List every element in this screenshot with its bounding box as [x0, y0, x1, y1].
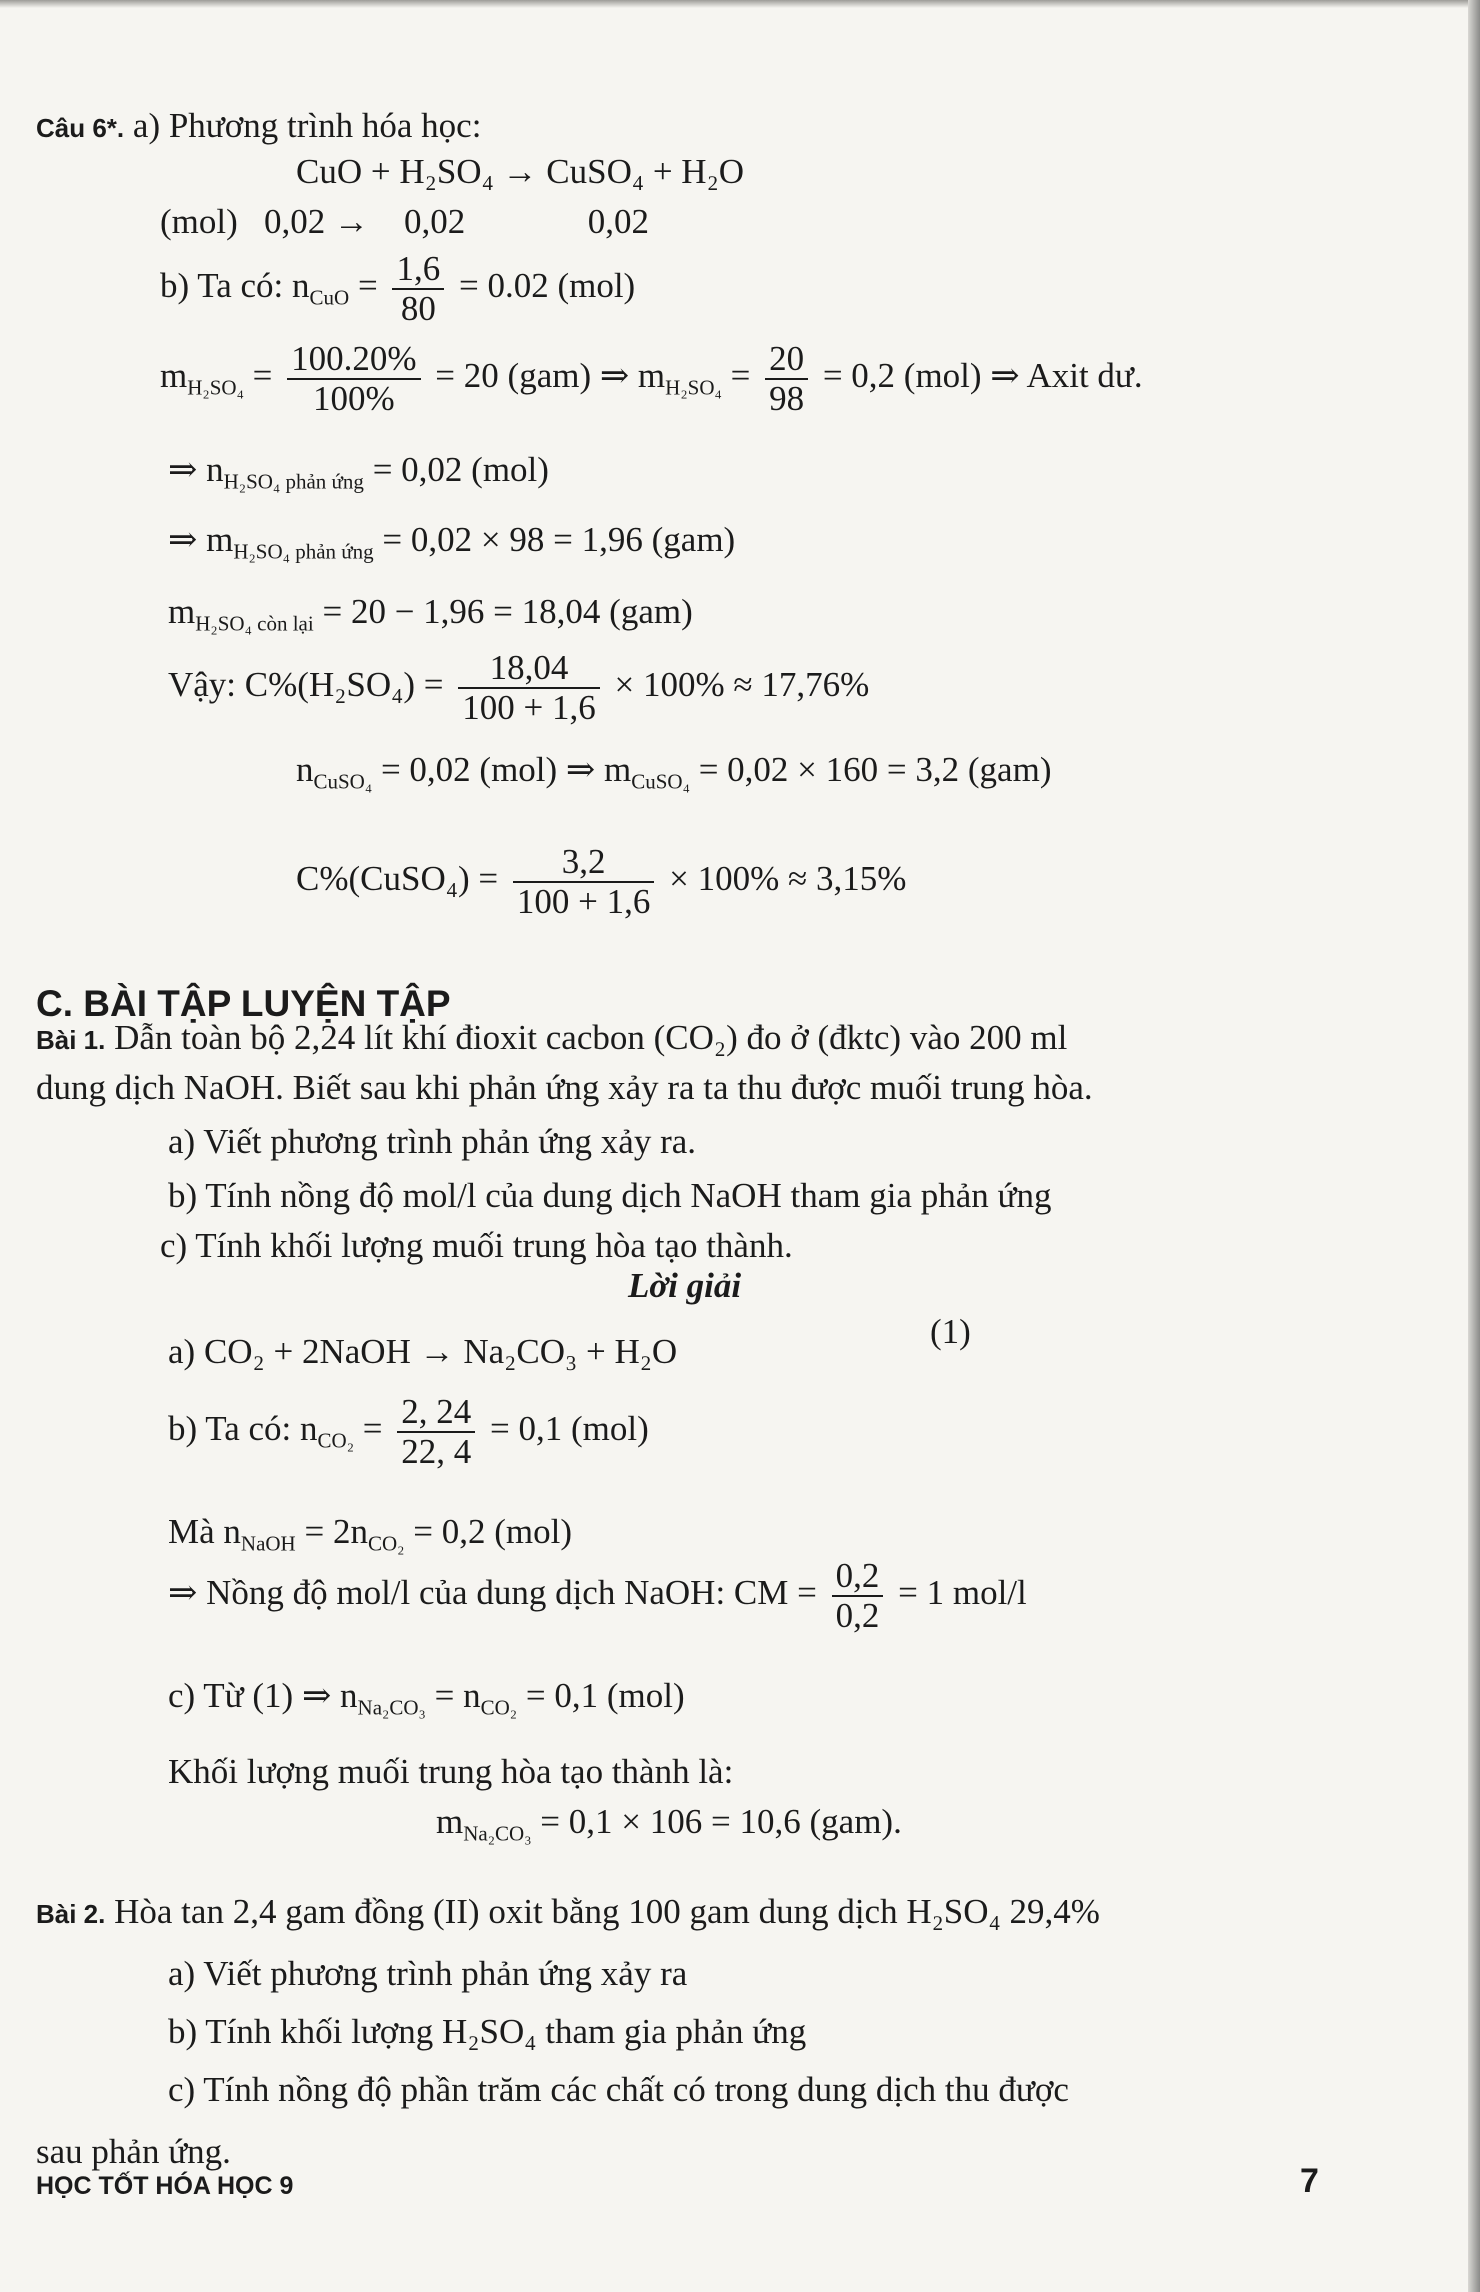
footer-book-title: HỌC TỐT HÓA HỌC 9	[36, 2172, 294, 2200]
bai1-c-tail: = 0,1 (mol)	[525, 1676, 685, 1715]
q6-react-n-line	[168, 448, 549, 503]
q6-ncuso4-mid-sub: CuSO₄	[631, 769, 690, 794]
bai1-c-mid: = n	[434, 1676, 481, 1715]
bai2-a: a) Viết phương trình phản ứng xảy ra	[168, 1954, 688, 1993]
q6-left-line	[168, 590, 693, 645]
q6-m-eq: =	[252, 356, 273, 395]
bai1-nongdo-den: 0,2	[832, 1595, 884, 1635]
q6-vay-den: 100 + 1,6	[458, 687, 600, 727]
bai1-nongdo-line	[168, 1552, 1027, 1635]
q6-left-sub: H₂SO₄ còn lại	[195, 611, 314, 636]
bai1-ma-sub: NaOH	[240, 1531, 296, 1556]
q6-m-tail1-sub: H₂SO₄	[665, 375, 722, 400]
bai2-line1	[36, 1890, 1100, 1936]
bai1-sol-a: a) CO₂ + 2NaOH → Na₂CO₃ + H₂O	[168, 1332, 678, 1371]
scan-edge-right	[1468, 0, 1480, 2292]
q6-ccuso4-tail: × 100% ≈ 3,15%	[669, 859, 907, 898]
bai1-nongdo-pre: ⇒ Nồng độ mol/l của dung dịch NaOH: CM =	[168, 1573, 817, 1612]
q6-vay-line	[168, 644, 869, 727]
bai1-m-line	[436, 1800, 902, 1855]
bai1-c-sub: Na₂CO₃	[357, 1695, 426, 1720]
bai1-label: Bài 1.	[36, 1025, 106, 1055]
bai1-ma-mid-sub: CO₂	[367, 1531, 405, 1556]
bai1-nongdo-num: 0,2	[835, 1555, 880, 1595]
bai1-kl-line: Khối lượng muối trung hòa tạo thành là:	[168, 1752, 734, 1791]
q6-b-tail: = 0.02 (mol)	[458, 266, 636, 305]
bai1-line2: dung dịch NaOH. Biết sau khi phản ứng xảy ra ta thu được muối trung hòa.	[36, 1068, 1093, 1107]
q6-m-fraction	[287, 340, 420, 418]
q6-m2-num: 20	[769, 338, 805, 378]
q6-m-num: 100.20%	[291, 338, 417, 378]
q6-b-fraction	[392, 250, 444, 328]
q6-ncuso4-mid: = 0,02 (mol) ⇒ m	[380, 750, 632, 789]
q6-m-pre: m	[160, 356, 188, 395]
q6-react-m-tail: = 0,02 × 98 = 1,96 (gam)	[382, 520, 736, 559]
bai1-b: b) Tính nồng độ mol/l của dung dịch NaOH tham gia phản ứng	[168, 1176, 1052, 1215]
bai1-line1	[36, 1016, 1067, 1062]
q6-a-line	[36, 104, 481, 150]
q6-m-tail2: = 0,2 (mol) ⇒ Axit dư.	[822, 356, 1143, 395]
bai1-c: c) Tính khối lượng muối trung hòa tạo thành.	[160, 1226, 793, 1265]
q6-b-sub: CuO	[309, 285, 350, 310]
q6-react-n-pre: ⇒ n	[168, 450, 224, 489]
bai1-m-sub: Na₂CO₃	[463, 1821, 532, 1846]
bai1-line1-text: Dẫn toàn bộ 2,24 lít khí đioxit cacbon (CO₂) đo ở (đktc) vào 200 ml	[114, 1018, 1068, 1057]
q6-label: Câu 6*.	[36, 113, 125, 143]
bai2-c2: sau phản ứng.	[36, 2132, 231, 2171]
bai1-c-sol-line	[168, 1674, 685, 1729]
q6-m2-den: 98	[765, 378, 808, 418]
page-number: 7	[1300, 2162, 1319, 2200]
q6-vay-fraction	[458, 649, 600, 727]
q6-vay-num: 18,04	[489, 647, 569, 687]
q6-b-eq: =	[357, 266, 378, 305]
q6-b-num: 1,6	[396, 248, 441, 288]
bai1-sol-b-fraction	[397, 1393, 475, 1471]
q6-react-m-pre: ⇒ m	[168, 520, 234, 559]
q6-ccuso4-line	[296, 838, 906, 921]
bai1-m-tail: = 0,1 × 106 = 10,6 (gam).	[540, 1802, 902, 1841]
bai1-sol-a-number: (1)	[930, 1312, 971, 1351]
bai1-sol-b-tail: = 0,1 (mol)	[490, 1409, 649, 1448]
q6-ncuso4-tail: = 0,02 × 160 = 3,2 (gam)	[698, 750, 1052, 789]
q6-m-sub: H₂SO₄	[187, 375, 244, 400]
q6-react-m-line	[168, 518, 735, 573]
bai1-sol-b-num: 2, 24	[401, 1391, 472, 1431]
bai1-ma-mid: = 2n	[304, 1512, 368, 1551]
bai2-c: c) Tính nồng độ phần trăm các chất có trong dung dịch thu được	[168, 2070, 1069, 2109]
bai1-c-pre: c) Từ (1) ⇒ n	[168, 1676, 358, 1715]
q6-ncuso4-line	[296, 748, 1051, 803]
q6-react-n-sub: H₂SO₄ phản ứng	[223, 469, 364, 494]
q6-mol-row: (mol) 0,02 → 0,02 0,02	[160, 202, 650, 241]
bai1-nongdo-tail: = 1 mol/l	[898, 1573, 1027, 1612]
q6-react-n-tail: = 0,02 (mol)	[372, 450, 549, 489]
q6-ccuso4-fraction	[513, 843, 655, 921]
q6-m-den: 100%	[287, 378, 420, 418]
q6-ccuso4-den: 100 + 1,6	[513, 881, 655, 921]
q6-m-tail2-eq: =	[730, 356, 751, 395]
bai1-sol-b-line	[168, 1388, 649, 1481]
q6-b-den: 80	[392, 288, 444, 328]
q6-react-m-sub: H₂SO₄ phản ứng	[233, 539, 374, 564]
bai2-line1-text: Hòa tan 2,4 gam đồng (II) oxit bằng 100 gam dung dịch H₂SO₄ 29,4%	[114, 1892, 1100, 1931]
bai1-ma-tail: = 0,2 (mol)	[413, 1512, 572, 1551]
q6-left-tail: = 20 − 1,96 = 18,04 (gam)	[322, 592, 693, 631]
q6-vay-pre: Vậy: C%(H₂SO₄) =	[168, 665, 444, 704]
q6-a-title: a) Phương trình hóa học:	[132, 106, 482, 145]
bai2-b: b) Tính khối lượng H₂SO₄ tham gia phản ứng	[168, 2012, 807, 2051]
q6-ccuso4-num: 3,2	[561, 841, 606, 881]
section-c-title: C. BÀI TẬP LUYỆN TẬP	[36, 983, 451, 1024]
bai1-sol-b-den: 22, 4	[397, 1431, 475, 1471]
scan-edge-top	[0, 0, 1480, 8]
q6-b-line	[160, 248, 635, 335]
q6-mass-line	[160, 338, 1143, 425]
bai1-nongdo-fraction	[832, 1557, 884, 1635]
bai1-ma-pre: Mà n	[168, 1512, 241, 1551]
q6-ccuso4-pre: C%(CuSO₄) =	[296, 859, 499, 898]
q6-b-prefix: b) Ta có: n	[160, 266, 310, 305]
bai1-sol-b-eq: =	[362, 1409, 383, 1448]
bai1-a: a) Viết phương trình phản ứng xảy ra.	[168, 1122, 697, 1161]
bai2-label: Bài 2.	[36, 1899, 106, 1929]
bai1-sol-b-pre: b) Ta có: n	[168, 1409, 318, 1448]
bai1-c-mid-sub: CO₂	[480, 1695, 518, 1720]
q6-equation: CuO + H₂SO₄ → CuSO₄ + H₂O	[296, 152, 745, 191]
bai1-sol-b-sub: CO₂	[317, 1428, 355, 1453]
bai1-m-pre: m	[436, 1802, 464, 1841]
q6-left-pre: m	[168, 592, 196, 631]
q6-m-tail1: = 20 (gam) ⇒ m	[435, 356, 666, 395]
q6-ncuso4-pre: n	[296, 750, 314, 789]
q6-ncuso4-sub: CuSO₄	[313, 769, 373, 794]
q6-m2-fraction	[765, 340, 808, 418]
q6-vay-tail: × 100% ≈ 17,76%	[614, 665, 870, 704]
loi-giai-title: Lời giải	[628, 1266, 742, 1305]
